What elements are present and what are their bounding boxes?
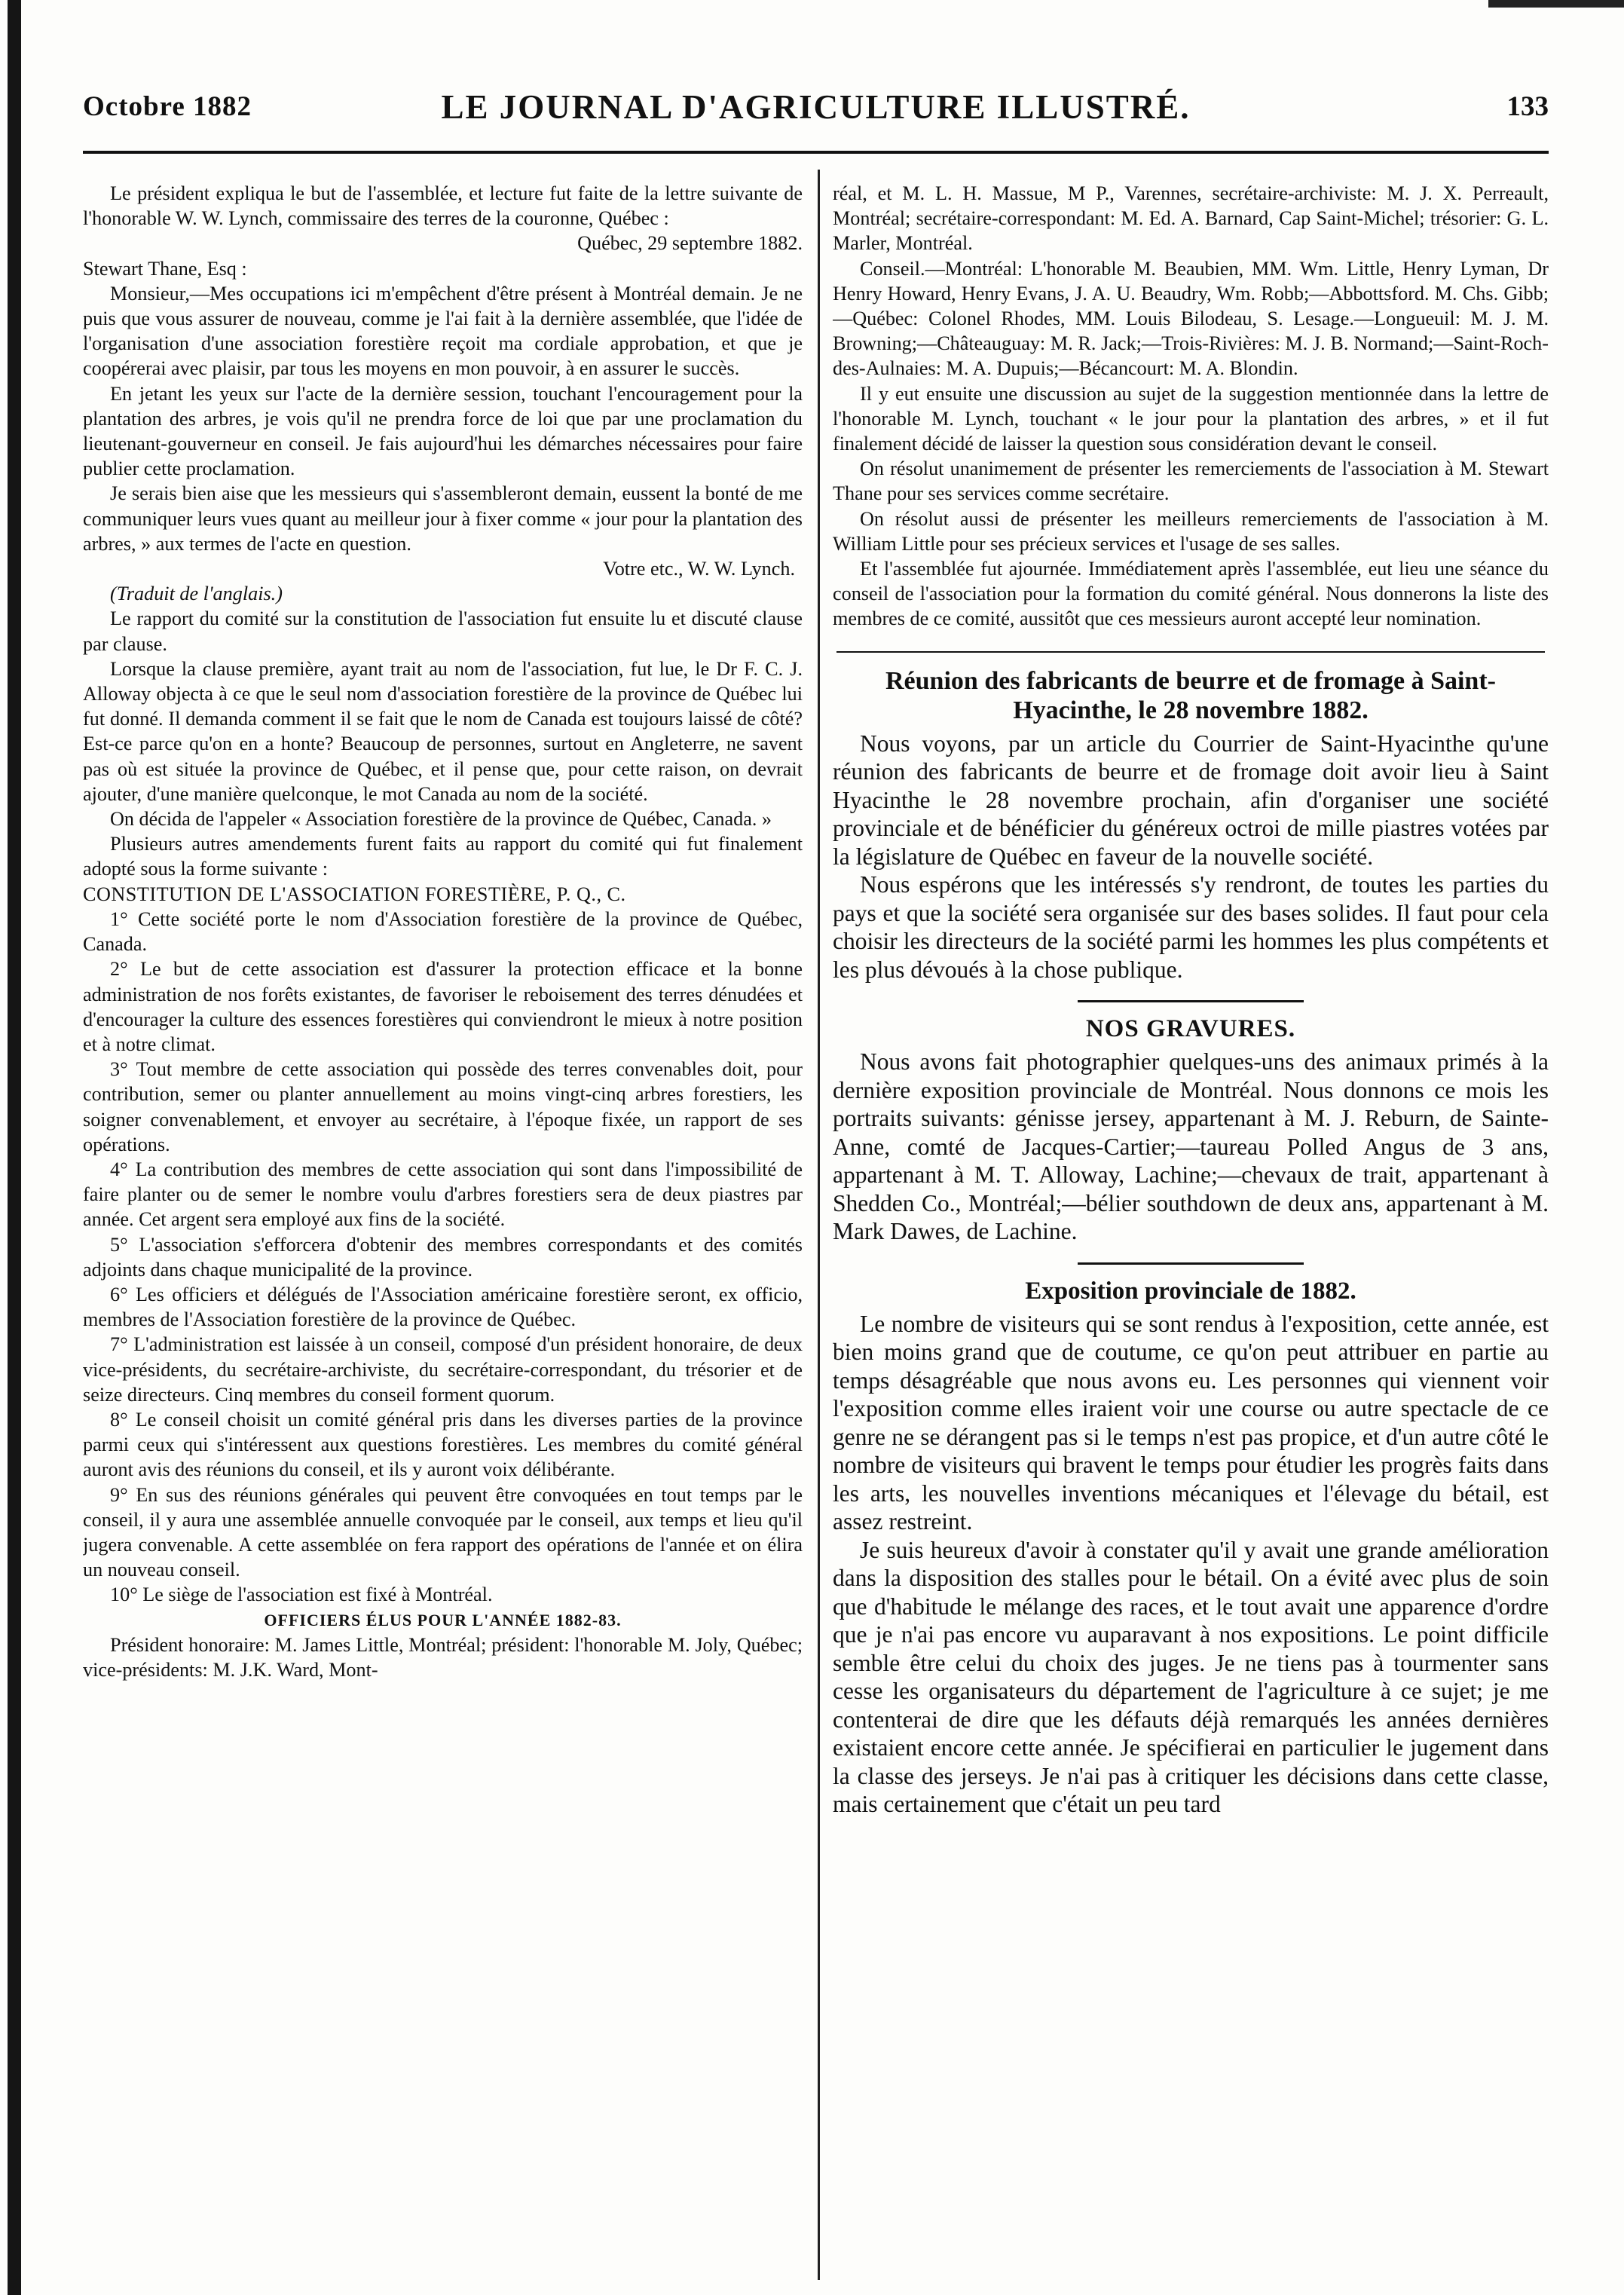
section-gravures: [833, 1014, 1549, 1246]
paragraph: 8° Le conseil choisit un comité général pris dans les diverses parties de la province parmi ceux qui s'intéressent aux questions forestières. Les membres du comité général auront avis des réunions du conseil, et ils y auront voix délibérante.: [83, 1408, 803, 1481]
association-report-continued: [833, 181, 1549, 632]
section-rule: [1078, 1000, 1304, 1002]
paragraph: En jetant les yeux sur l'acte de la dernière session, touchant l'encouragement pour la plantation des arbres, je vois qu'il ne prendra force de loi que par une proclamation du lieutenant-gouverneur en conseil. Je fais aujourd'hui les démarches nécessaires pour faire publier cette proclamation.: [83, 382, 803, 480]
paragraph: 3° Tout membre de cette association qui possède des terres convenables doit, pour contribution, semer ou planter annuellement au moins vingt-cinq arbres forestiers, les soigner convenablement, et envoyer au secrétaire, à l'époque fixée, un rapport de ses opérations.: [83, 1058, 803, 1155]
section-exposition: [833, 1277, 1549, 1819]
paragraph: On résolut aussi de présenter les meilleurs remerciements de l'association à M. William Little pour ses précieux services et l'usage de ses salles.: [833, 507, 1549, 555]
paragraph: Je serais bien aise que les messieurs qui s'assembleront demain, eussent la bonté de me communiquer leurs vues quant au meilleur jour à fixer comme « jour pour la plantation des arbres, » aux termes de l'acte en question.: [83, 482, 803, 555]
paragraph: 10° Le siège de l'association est fixé à Montréal.: [110, 1584, 493, 1606]
paragraph: Il y eut ensuite une discussion au sujet de la suggestion mentionnée dans la lettre de l'honorable M. Lynch, touchant « le jour pour la plantation des arbres, » et il fut finalement décidé de laisser la question sous considération devant le conseil.: [833, 382, 1549, 455]
paragraph: Le président expliqua le but de l'assemblée, et lecture fut faite de la lettre suivante de l'honorable W. W. Lynch, commissaire des terres de la couronne, Québec :: [83, 182, 803, 230]
section-rule: [836, 651, 1545, 653]
column-divider: [818, 170, 820, 2280]
paragraph: Nous espérons que les intéressés s'y rendront, de toutes les parties du pays et que la société sera organisée sur des bases solides. Il faut pour cela choisir les directeurs de la société parmi les hommes les plus compétents et les plus dévoués à la chose publique.: [833, 871, 1549, 983]
paragraph: Québec, 29 septembre 1882.: [577, 232, 803, 255]
header-date: Octobre 1882: [83, 91, 252, 122]
paragraph: Nous avons fait photographier quelques-uns des animaux primés à la dernière exposition provinciale de Montréal. Nous donnons ce mois les portraits suivants: génisse jersey, appartenant à M. J. Reburn, de Sainte-Anne, comté de Jacques-Cartier;—taureau Polled Angus de 3 ans, appartenant à M. T. Alloway, Lachine;—chevaux de trait, appartenant à Shedden Co., Montréal;—bélier southdown de deux ans, appartenant à M. Mark Dawes, de Lachine.: [833, 1048, 1549, 1245]
left-column: [83, 181, 803, 2287]
paragraph: On résolut unanimement de présenter les remerciements de l'association à M. Stewart Thane pour ses services comme secrétaire.: [833, 457, 1549, 505]
page-number: 133: [1506, 91, 1549, 122]
section-beurre: [833, 666, 1549, 984]
paragraph: Nous voyons, par un article du Courrier de Saint-Hyacinthe qu'une réunion des fabricants de beurre et de fromage doit avoir lieu à Saint Hyacinthe le 28 novembre prochain, afin d'organiser une société provinciale et de bénéficier du généreux octroi de mille piastres votées par la législature de Québec en faveur de la nouvelle société.: [833, 730, 1549, 870]
top-corner-rule: [1488, 0, 1624, 8]
paragraph: 9° En sus des réunions générales qui peuvent être convoquées en tout temps par le conseil, il y aura une assemblée annuelle convoquée par le conseil, aux temps et lieu qu'il jugera convenable. A cette assemblée on fera rapport des opérations de l'année et on élira un nouveau conseil.: [83, 1483, 803, 1581]
paragraph: Lorsque la clause première, ayant trait au nom de l'association, fut lue, le Dr F. C. J. Alloway objecta à ce que le seul nom d'association forestière de la province de Québec lui fut donné. Il demanda comment il se fait que le nom de Canada est toujours laissé de côté? Est-ce parce qu'on en a honte? Beaucoup de personnes, surtout en Angleterre, ne savent pas où est située la province de Québec, et il pense que, pour cette raison, on devrait ajouter, d'une manière quelconque, le mot Canada au nom de la société.: [83, 657, 803, 805]
paragraph: CONSTITUTION DE L'ASSOCIATION FORESTIÈRE, P. Q., C.: [83, 883, 626, 905]
association-report: [83, 181, 803, 1682]
paragraph: Le rapport du comité sur la constitution de l'association fut ensuite lu et discuté clause par clause.: [83, 607, 803, 655]
journal-title: LE JOURNAL D'AGRICULTURE ILLUSTRÉ.: [441, 88, 1191, 126]
paragraph: Je suis heureux d'avoir à constater qu'il y avait une grande amélioration dans la disposition des stalles pour le bétail. On a évité avec plus de soin que d'habitude le mélange des races, et le tout avait une apparence d'ordre que je n'ai pas encore vu auparavant à nos expositions. Le point difficile semble être celui du choix des juges. Je ne tiens pas à tourmenter sans cesse les organisateurs du département de l'agriculture à ce sujet; je me contenterai de dire que les défauts déjà remarqués les années dernières existaient encore cette année. Je spécifierai en particulier le jugement dans la classe des jerseys. Je n'ai pas à critiquer les décisions dans cette classe, mais certainement que c'était un peu tard: [833, 1536, 1549, 1818]
binding-edge: [8, 0, 21, 2295]
section-rule: [1078, 1262, 1304, 1265]
paragraph: 4° La contribution des membres de cette association qui sont dans l'impossibilité de faire planter ou de semer le nombre voulu d'arbres forestiers sera de deux piastres par année. Cet argent sera employé aux fins de la société.: [83, 1158, 803, 1231]
paragraph: 6° Les officiers et délégués de l'Association américaine forestière seront, ex officio, membres de l'Association forestière de la province de Québec.: [83, 1283, 803, 1331]
paragraph: Et l'assemblée fut ajournée. Immédiatement après l'assemblée, eut lieu une séance du conseil de l'association pour la formation du comité général. Nous donnerons la liste des membres de ce comité, aussitôt que ces messieurs auront accepté leur nomination.: [833, 558, 1549, 630]
paragraph: 2° Le but de cette association est d'assurer la protection efficace et la bonne administration de nos forêts existantes, de favoriser le reboisement des terres dénudées et d'encourager la culture des essences forestières qui conviendront le mieux à notre position et à notre climat.: [83, 958, 803, 1055]
paragraph: 5° L'association s'efforcera d'obtenir des membres correspondants et des comités adjoints dans chaque municipalité de la province.: [83, 1233, 803, 1281]
header-rule: [83, 151, 1549, 154]
page-header: [83, 84, 1549, 127]
paragraph: Le nombre de visiteurs qui se sont rendus à l'exposition, cette année, est bien moins grand que de coutume, ce qu'on peut attribuer en partie au temps désagréable que nous avons eu. Les personnes qui viennent voir l'exposition comme elles iraient voir une course ou autre spectacle de ce genre ne se dérangent pas si le temps n'est pas propice, et d'un autre côté le nombre de visiteurs qui bravent le temps pour étudier les progrès faits dans les arts, les nouvelles inventions mécaniques et l'élevage du bétail, est assez restreint.: [833, 1310, 1549, 1535]
paragraph: Président honoraire: M. James Little, Montréal; président: l'honorable M. Joly, Québec; vice-présidents: M. J.K. Ward, Mont-: [83, 1633, 803, 1681]
paragraph: Votre etc., W. W. Lynch.: [603, 558, 795, 580]
paragraph: Stewart Thane, Esq :: [83, 257, 247, 280]
paragraph: (Traduit de l'anglais.): [110, 583, 283, 605]
paragraph: 7° L'administration est laissée à un conseil, composé d'un président honoraire, de deux vice-présidents, du secrétaire-archiviste, du secrétaire-correspondant, du trésorier et de seize directeurs. Cinq membres du conseil forment quorum.: [83, 1333, 803, 1406]
section-title: NOS GRAVURES.: [1085, 1015, 1296, 1043]
paragraph: Monsieur,—Mes occupations ici m'empêchent d'être présent à Montréal demain. Je ne puis que vous assurer de nouveau, comme je l'ai fait à la dernière assemblée, que l'idée de l'organisation d'une association forestière reçoit ma cordiale approbation, et que je coopérerai avec plaisir, par tous les moyens en mon pouvoir, à en assurer le succès.: [83, 282, 803, 380]
paragraph: On décida de l'appeler « Association forestière de la province de Québec, Canada. »: [110, 808, 772, 831]
paragraph: OFFICIERS ÉLUS POUR L'ANNÉE 1882-83.: [264, 1610, 622, 1629]
paragraph: 1° Cette société porte le nom d'Association forestière de la province de Québec, Canada.: [83, 907, 803, 956]
section-title: Exposition provinciale de 1882.: [1025, 1277, 1356, 1305]
right-column: [833, 181, 1549, 2287]
paragraph: réal, et M. L. H. Massue, M P., Varennes, secrétaire-archiviste: M. J. X. Perreault, Montréal; secrétaire-correspondant: M. Ed. A. Barnard, Cap Saint-Michel; trésorier: G. L. Marler, Montréal.: [833, 182, 1549, 255]
section-title: Réunion des fabricants de beurre et de fromage à Saint-Hyacinthe, le 28 novembre 1882.: [885, 666, 1496, 724]
paragraph: Plusieurs autres amendements furent faits au rapport du comité qui fut finalement adopté sous la forme suivante :: [83, 833, 803, 880]
paragraph: Conseil.—Montréal: L'honorable M. Beaubien, MM. Wm. Little, Henry Lyman, Dr Henry Howard, Henry Evans, J. A. U. Beaudry, Wm. Robb;—Abbottsford. M. Chs. Gibb;—Québec: Colonel Rhodes, MM. Louis Bilodeau, S. Lesage.—Longueuil: M. J. M. Browning;—Châteauguay: M. R. Jack;—Trois-Rivières: M. J. B. Normand;—Saint-Roch-des-Aulnaies: M. A. Dupuis;—Bécancourt: M. A. Blondin.: [833, 257, 1549, 380]
